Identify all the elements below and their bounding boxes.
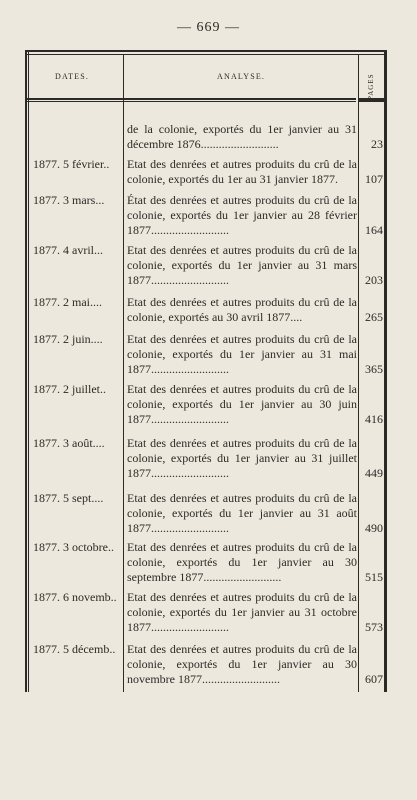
header-bottom-rule-thin <box>25 101 356 102</box>
row-analyse: État des denrées et autres produits du crû de la colonie, exportés du 1er janvier au 28 février 1877.......................... <box>127 193 357 237</box>
row-date: 1877. 5 décemb.. <box>33 642 116 656</box>
page-number: — 669 — <box>177 20 240 35</box>
row-date: 1877. 3 août.... <box>33 436 105 450</box>
row-page: 490 <box>365 521 383 535</box>
row-date: 1877. 3 octobre.. <box>33 540 114 554</box>
row-page: 573 <box>365 620 383 634</box>
row-page: 607 <box>365 672 383 686</box>
header-dates: DATES. <box>55 72 90 81</box>
row-analyse: Etat des denrées et autres produits du crû de la colonie, exportés du 1er au 31 janvier 1877. <box>127 157 357 186</box>
row-page: 515 <box>365 570 383 584</box>
row-date: 1877. 4 avril... <box>33 243 103 257</box>
table-top-rule-thin <box>25 54 387 55</box>
row-page: 164 <box>365 223 383 237</box>
row-page: 107 <box>365 172 383 186</box>
header-pages: PAGES <box>367 73 375 100</box>
table-top-rule <box>25 50 387 52</box>
row-page: 203 <box>365 273 383 287</box>
row-analyse: Etat des denrées et autres produits du crû de la colonie, exportés du 1er janvier au 31 août 1877.......................... <box>127 491 357 535</box>
index-table <box>25 50 387 692</box>
row-date: 1877. 5 sept.... <box>33 491 104 505</box>
row-date: 1877. 2 mai.... <box>33 295 102 309</box>
row-page: 365 <box>365 362 383 376</box>
row-date: 1877. 2 juin.... <box>33 332 103 346</box>
table-right-rule <box>384 50 387 692</box>
row-analyse: Etat des denrées et autres produits du crû de la colonie, exportés au 30 avril 1877.... <box>127 295 357 324</box>
row-date: 1877. 3 mars... <box>33 193 105 207</box>
row-page: 416 <box>365 412 383 426</box>
row-analyse: Etat des denrées et autres produits du crû de la colonie, exportés du 1er janvier au 30 novembre 1877.......................... <box>127 642 357 686</box>
row-analyse: Etat des denrées et autres produits du crû de la colonie, exportés du 1er janvier au 31 octobre 1877.......................... <box>127 590 357 634</box>
row-date: 1877. 6 novemb.. <box>33 590 117 604</box>
row-analyse: Etat des denrées et autres produits du crû de la colonie, exportés du 1er janvier au 30 septembre 1877.......................... <box>127 540 357 584</box>
row-date: 1877. 5 février.. <box>33 157 110 171</box>
row-analyse: Etat des denrées et autres produits du crû de la colonie, exportés du 1er janvier au 31 mars 1877.......................... <box>127 243 357 287</box>
table-left-rule-thin <box>28 50 29 692</box>
row-page: 265 <box>365 310 383 324</box>
row-page: 23 <box>371 137 383 151</box>
row-analyse: Etat des denrées et autres produits du crû de la colonie, exportés du 1er janvier au 31 juillet 1877.......................... <box>127 436 357 480</box>
row-page: 449 <box>365 466 383 480</box>
row-analyse: de la colonie, exportés du 1er janvier au 31 décembre 1876.......................... <box>127 122 357 151</box>
header-bottom-rule <box>25 98 356 100</box>
row-date: 1877. 2 juillet.. <box>33 382 106 396</box>
row-analyse: Etat des denrées et autres produits du crû de la colonie, exportés du 1er janvier au 31 mai 1877.......................... <box>127 332 357 376</box>
table-left-rule <box>25 50 27 692</box>
row-analyse: Etat des denrées et autres produits du crû de la colonie, exportés du 1er janvier au 30 juin 1877.......................... <box>127 382 357 426</box>
header-analyse: ANALYSE. <box>217 72 266 81</box>
